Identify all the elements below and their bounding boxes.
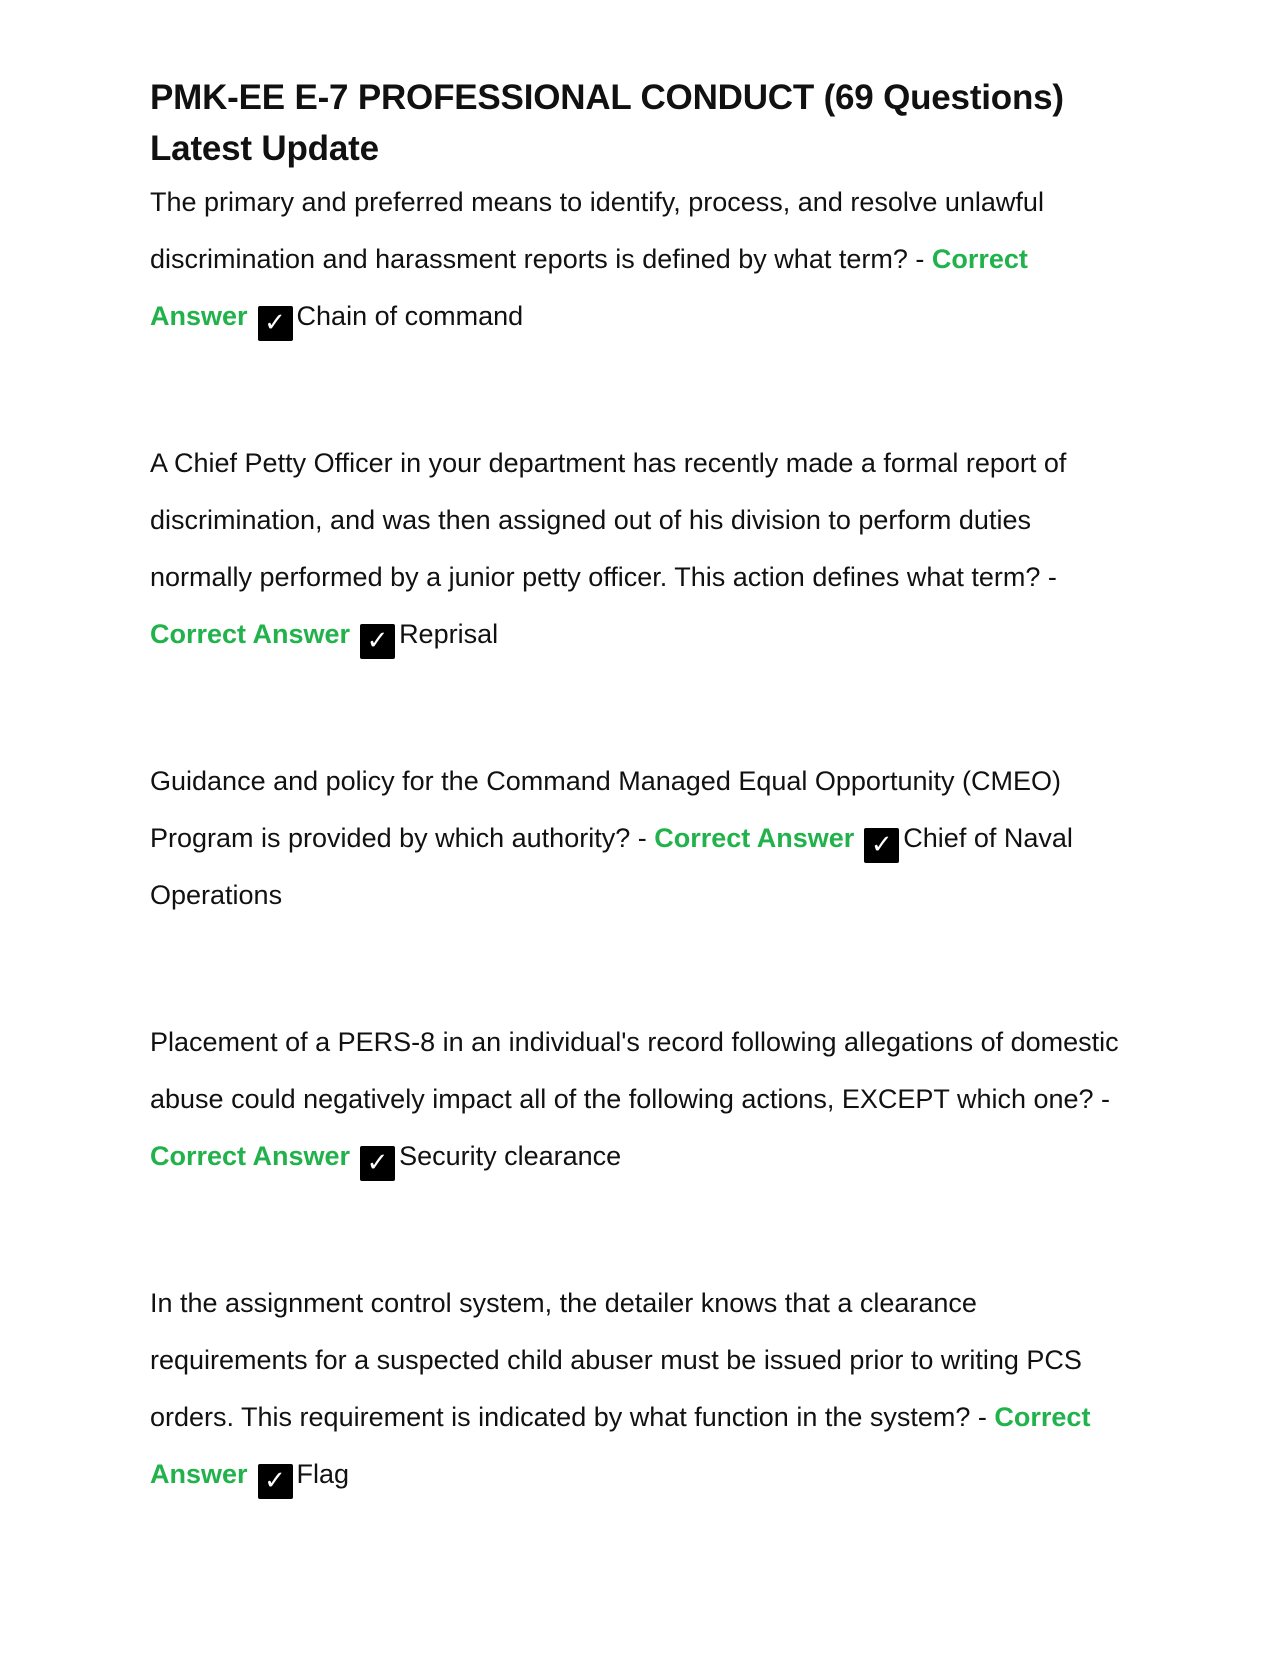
qa-item: [150, 435, 1130, 663]
qa-item: [150, 1014, 1130, 1185]
correct-answer-label: Correct Answer: [150, 1141, 351, 1171]
answer-text: Reprisal: [399, 619, 499, 649]
question-text: Placement of a PERS-8 in an individual's record following allegations of domestic abuse could negatively impact all of the following actions, EXCEPT which one? -: [150, 1027, 1119, 1114]
question-text: The primary and preferred means to identify, process, and resolve unlawful discrimination and harassment reports is defined by what term? -: [150, 187, 1044, 274]
qa-item: [150, 1275, 1130, 1503]
question-text: In the assignment control system, the detailer knows that a clearance requirements for a suspected child abuser must be issued prior to writing PCS orders. This requirement is indicated by what function in the system? -: [150, 1288, 1082, 1432]
correct-answer-label: Correct Answer: [150, 244, 1028, 331]
check-box-icon: ✓: [360, 1146, 395, 1181]
question-text: Guidance and policy for the Command Managed Equal Opportunity (CMEO) Program is provided by which authority? -: [150, 766, 1061, 853]
check-box-icon: ✓: [360, 624, 395, 659]
answer-text: Chain of command: [296, 301, 524, 331]
correct-answer-label: Correct Answer: [150, 619, 351, 649]
question-text: A Chief Petty Officer in your department has recently made a formal report of discrimination, and was then assigned out of his division to perform duties normally performed by a junior petty officer. This action defines what term? -: [150, 448, 1067, 592]
document-title: PMK-EE E-7 PROFESSIONAL CONDUCT (69 Questions) Latest Update: [150, 78, 1064, 168]
check-box-icon: ✓: [258, 306, 293, 341]
qa-item: [150, 753, 1130, 924]
check-box-icon: ✓: [258, 1464, 293, 1499]
qa-item: [150, 174, 1130, 345]
check-box-icon: ✓: [864, 828, 899, 863]
answer-text: Security clearance: [399, 1141, 622, 1171]
correct-answer-label: Correct Answer: [150, 1402, 1091, 1489]
answer-text: Chief of Naval Operations: [150, 823, 1073, 910]
correct-answer-label: Correct Answer: [654, 823, 855, 853]
document-page: [150, 72, 1130, 1503]
answer-text: Flag: [296, 1459, 350, 1489]
